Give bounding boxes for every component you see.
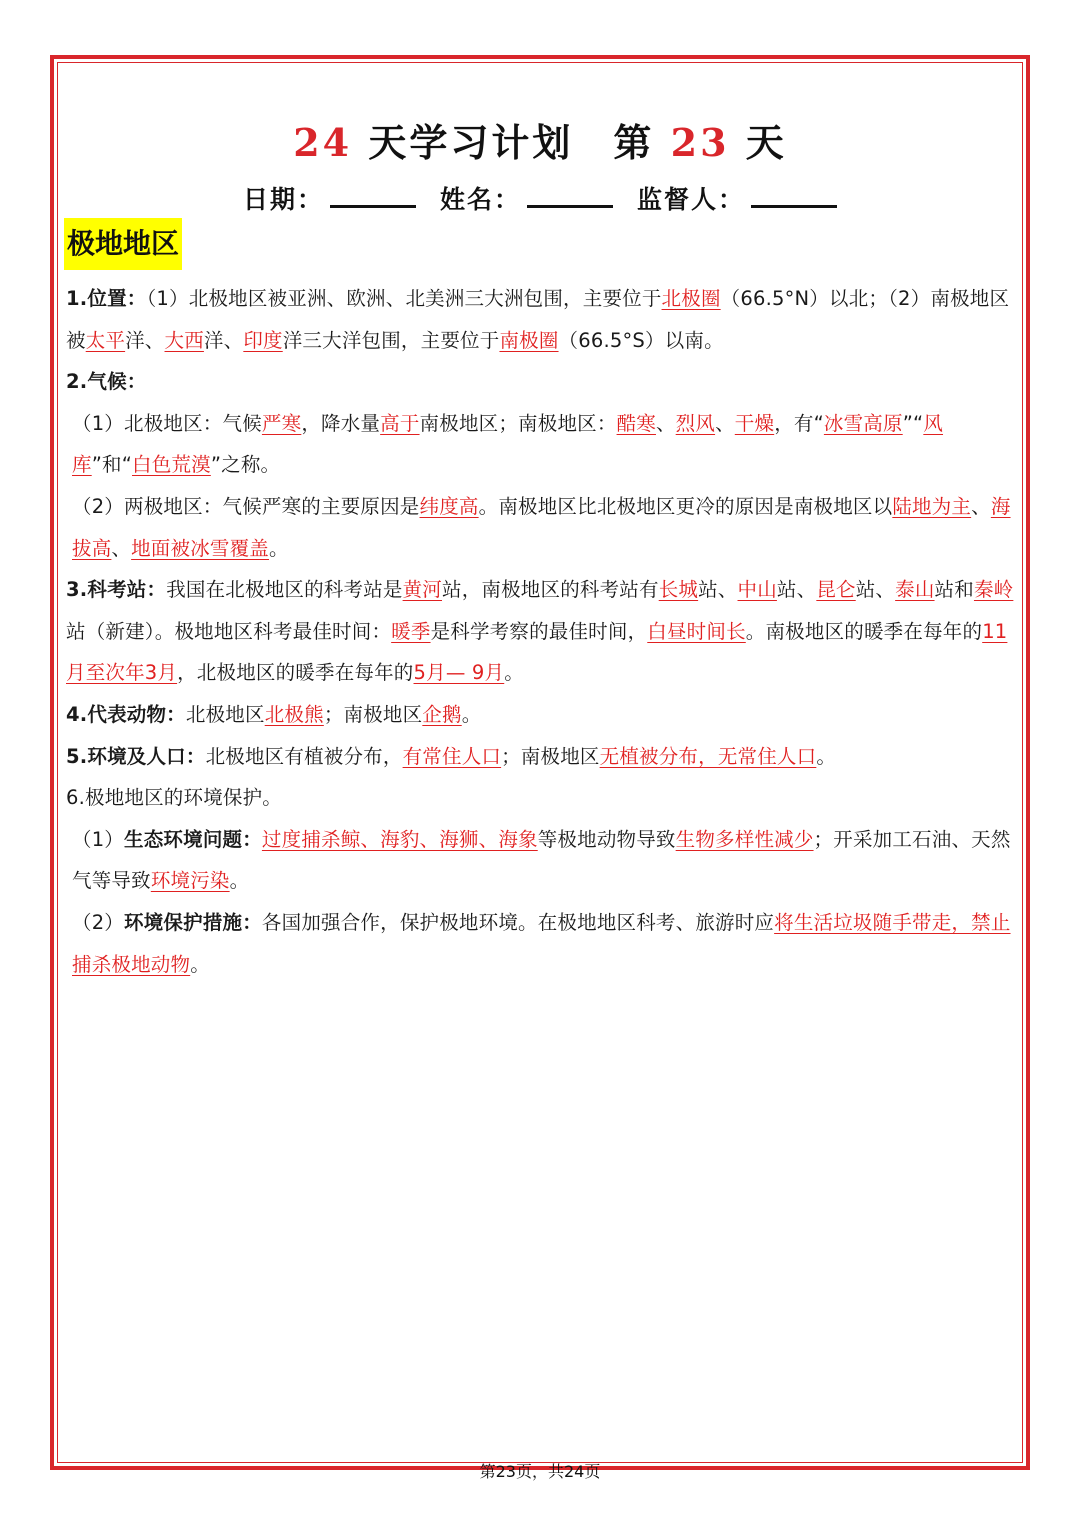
- answer-blank: 5月— 9月: [413, 661, 505, 685]
- para-environment-population: 5.环境及人口：北极地区有植被分布，有常住人口；南极地区无植被分布，无常住人口。: [66, 744, 837, 768]
- para-protection-heading: [66, 777, 1016, 819]
- answer-blank: 烈风: [675, 411, 716, 435]
- answer-blank: 冰雪高原: [823, 411, 903, 435]
- answer-blank: 南极圈: [499, 328, 559, 352]
- answer-blank: 黄河: [402, 578, 442, 602]
- title-total-days: 24: [293, 120, 353, 165]
- answer-blank: 中山: [737, 578, 777, 602]
- para-label: 生态环境问题：: [124, 827, 262, 851]
- supervisor-blank: [751, 183, 837, 208]
- answer-blank: 酷寒: [616, 411, 656, 435]
- para-label: 6.极地地区的环境保护。: [66, 786, 283, 810]
- answer-blank: 印度: [243, 328, 283, 352]
- para-label: 环境保护措施：: [124, 910, 262, 934]
- para-research-station: 3.科考站：我国在北极地区的科考站是黄河站，南极地区的科考站有长城站、中山站、昆仑站、泰山站和秦岭站（新建）。极地地区科考最佳时间：暖季是科学考察的最佳时间，白昼时间长。南极地区的暖季在每年的11月至次年3月，北极地区的暖季在每年的5月— 9月。: [66, 578, 1014, 685]
- para-location: 1.位置：（1）北极地区被亚洲、欧洲、北美洲三大洲包围，主要位于北极圈（66.5°N）以北；（2）南极地区被太平洋、大西洋、印度洋三大洋包围，主要位于南极圈（66.5°S）以南。: [66, 287, 1010, 352]
- answer-blank: 海拔高: [72, 494, 1011, 560]
- answer-blank: 生物多样性减少: [675, 827, 814, 851]
- answer-blank: 大西: [164, 328, 204, 352]
- para-animals: 4.代表动物：北极地区北极熊；南极地区企鹅。: [66, 702, 482, 726]
- date-label: 日期：: [242, 185, 324, 214]
- supervisor-label: 监督人：: [637, 185, 746, 214]
- para-climate-2: （2）两极地区：气候严寒的主要原因是纬度高。南极地区比北极地区更冷的原因是南极地区以陆地为主、海拔高、地面被冰雪覆盖。: [72, 494, 1011, 560]
- name-blank: [527, 183, 613, 208]
- para-protection-measures: （2）环境保护措施：各国加强合作，保护极地环境。在极地地区科考、旅游时应将生活垃圾随手带走，禁止捕杀极地动物。: [72, 910, 1011, 976]
- answer-blank: 白色荒漠: [132, 453, 211, 477]
- answer-blank: 陆地为主: [892, 494, 972, 518]
- answer-blank: 企鹅: [422, 702, 462, 726]
- para-label: 3.科考站：: [66, 578, 167, 602]
- answer-blank: 过度捕杀鲸、海豹、海狮、海象: [261, 827, 538, 851]
- answer-blank: 纬度高: [419, 494, 479, 518]
- answer-blank: 泰山: [895, 578, 935, 602]
- answer-blank: 无植被分布，无常住人口: [599, 744, 817, 768]
- answer-blank: 11月至次年3月: [66, 619, 1008, 685]
- name-label: 姓名：: [439, 185, 521, 214]
- title-day-prefix: 第: [613, 120, 655, 165]
- answer-blank: 白昼时间长: [647, 619, 746, 643]
- para-climate-1: （1）北极地区：气候严寒，降水量高于南极地区；南极地区：酷寒、烈风、干燥，有“冰雪高原”“风库”和“白色荒漠”之称。: [72, 411, 944, 477]
- answer-blank: 高于: [380, 411, 420, 435]
- title-day-suffix: 天: [745, 120, 787, 165]
- page-number-footer: 第23页，共24页: [479, 1462, 601, 1481]
- section-title: 极地地区: [64, 218, 182, 270]
- content-body: [66, 278, 1016, 985]
- answer-blank: 有常住人口: [402, 744, 502, 768]
- para-label: 5.环境及人口：: [66, 744, 206, 768]
- answer-blank: 风库: [72, 411, 944, 477]
- answer-blank: 环境污染: [150, 869, 230, 893]
- answer-blank: 暖季: [391, 619, 431, 643]
- answer-blank: 严寒: [261, 411, 302, 435]
- answer-blank: 北极圈: [661, 287, 721, 310]
- answer-blank: 长城: [658, 578, 699, 602]
- answer-blank: 北极熊: [264, 702, 324, 726]
- meta-row: [0, 180, 1080, 216]
- para-label: 2.气候：: [66, 370, 147, 394]
- para-eco-problems: （1）生态环境问题：过度捕杀鲸、海豹、海狮、海象等极地动物导致生物多样性减少；开采加工石油、天然气等导致环境污染。: [72, 827, 1011, 893]
- answer-blank: 秦岭: [973, 578, 1014, 602]
- answer-blank: 地面被冰雪覆盖: [131, 536, 270, 560]
- para-climate-heading: [66, 361, 1016, 403]
- answer-blank: 太平: [85, 328, 126, 352]
- title-plan-text: 天学习计划: [368, 120, 574, 165]
- page-title: [0, 112, 1080, 167]
- answer-blank: 昆仑: [816, 578, 856, 602]
- para-label: 4.代表动物：: [66, 702, 186, 726]
- answer-blank: 将生活垃圾随手带走，禁止捕杀极地动物: [72, 910, 1011, 976]
- answer-blank: 干燥: [734, 411, 775, 435]
- date-blank: [330, 183, 416, 208]
- para-label: 1.位置：: [66, 287, 147, 310]
- title-day-number: 23: [670, 120, 730, 165]
